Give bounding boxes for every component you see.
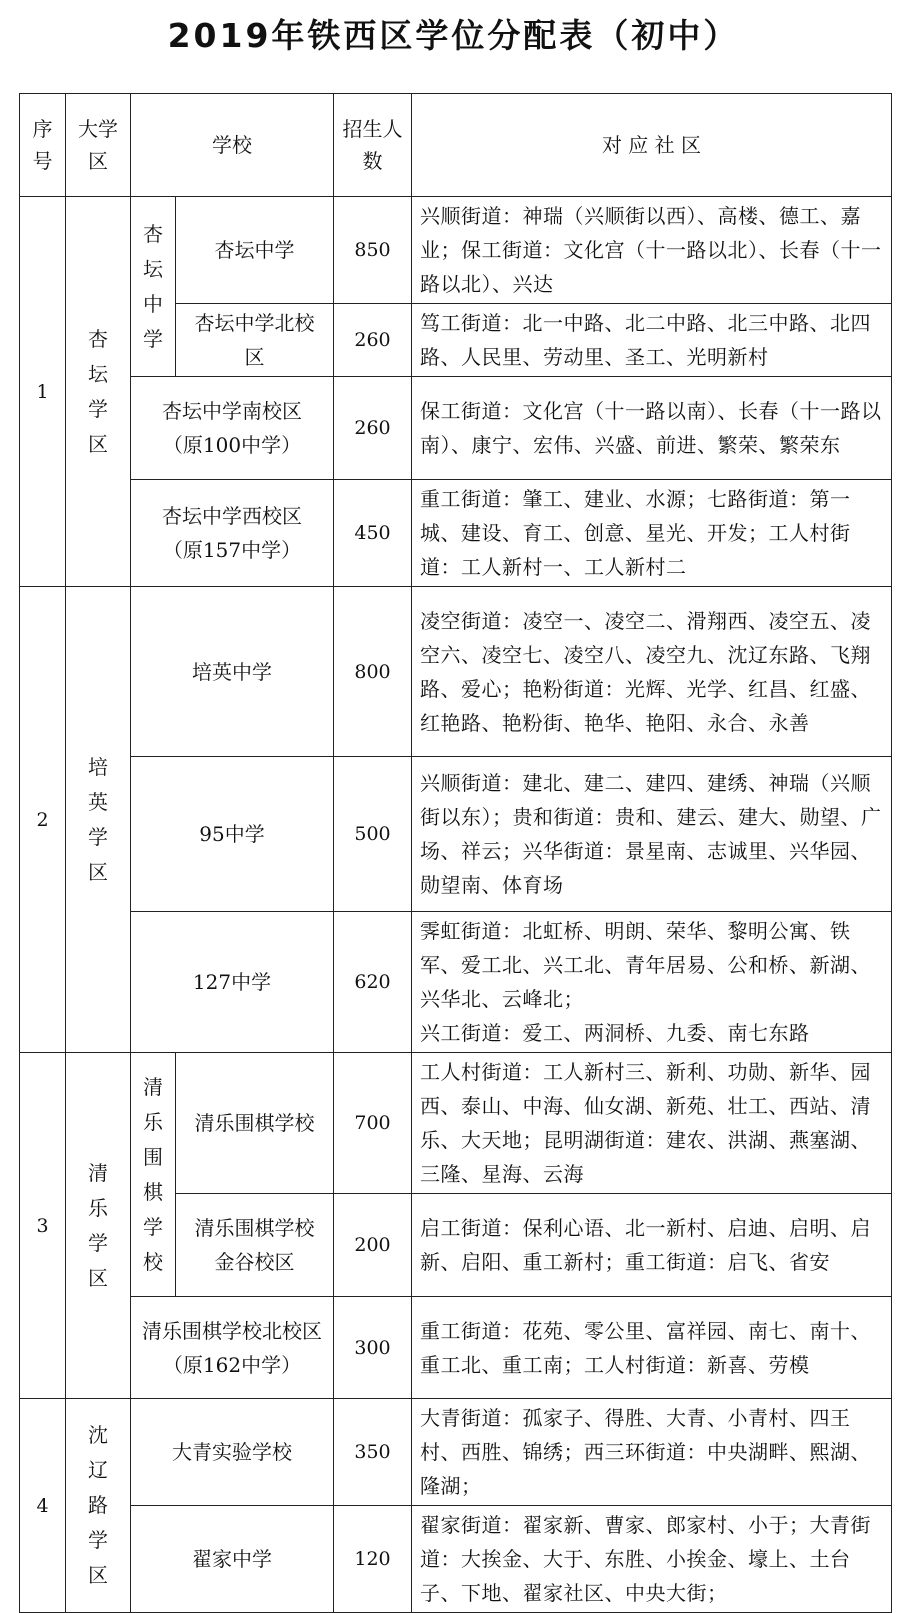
table-row xyxy=(20,197,892,304)
enroll-cell: 260 xyxy=(334,304,412,377)
school-cell: 大青实验学校 xyxy=(131,1399,334,1506)
table-row xyxy=(20,1297,892,1399)
community-cell: 重工街道：花苑、零公里、富祥园、南七、南十、重工北、重工南；工人村街道：新喜、劳模 xyxy=(412,1297,892,1399)
enroll-cell: 800 xyxy=(334,587,412,757)
school-cell: 清乐围棋学校 xyxy=(176,1053,334,1194)
school-cell: 清乐围棋学校北校区（原162中学） xyxy=(131,1297,334,1399)
table-row xyxy=(20,377,892,480)
community-cell: 重工街道：肇工、建业、水源；七路街道：第一城、建设、育工、创意、星光、开发；工人村街道：工人新村一、工人新村二 xyxy=(412,480,892,587)
table-row xyxy=(20,912,892,1053)
community-cell: 笃工街道：北一中路、北二中路、北三中路、北四路、人民里、劳动里、圣工、光明新村 xyxy=(412,304,892,377)
table-row xyxy=(20,1399,892,1506)
community-cell xyxy=(412,912,892,1053)
seq-cell: 1 xyxy=(20,197,66,587)
enroll-cell: 120 xyxy=(334,1506,412,1613)
community-cell: 兴顺街道：神瑞（兴顺街以西）、高楼、德工、嘉业；保工街道：文化宫（十一路以北）、长春（十一路以北）、兴达 xyxy=(412,197,892,304)
school-cell: 杏坛中学南校区（原100中学） xyxy=(131,377,334,480)
community-cell: 保工街道：文化宫（十一路以南）、长春（十一路以南）、康宁、宏伟、兴盛、前进、繁荣、繁荣东 xyxy=(412,377,892,480)
school-cell: 杏坛中学北校区 xyxy=(176,304,334,377)
page-title: 2019年铁西区学位分配表（初中） xyxy=(167,16,740,55)
allocation-table xyxy=(19,93,892,1613)
table-row xyxy=(20,1053,892,1194)
community-text: 兴工街道：爱工、两洞桥、九委、南七东路 xyxy=(420,1021,810,1045)
district-cell: 培英学区 xyxy=(66,587,131,1053)
seq-cell: 4 xyxy=(20,1399,66,1613)
enroll-cell: 620 xyxy=(334,912,412,1053)
school-cell: 培英中学 xyxy=(131,587,334,757)
community-cell: 启工街道：保利心语、北一新村、启迪、启明、启新、启阳、重工新村；重工街道：启飞、省安 xyxy=(412,1194,892,1297)
seq-cell: 3 xyxy=(20,1053,66,1399)
school-cell: 杏坛中学西校区（原157中学） xyxy=(131,480,334,587)
community-cell: 兴顺街道：建北、建二、建四、建绣、神瑞（兴顺街以东）；贵和街道：贵和、建云、建大、勋望、广场、祥云；兴华街道：景星南、志诚里、兴华园、勋望南、体育场 xyxy=(412,757,892,912)
table-row xyxy=(20,757,892,912)
table-row xyxy=(20,480,892,587)
school-cell: 翟家中学 xyxy=(131,1506,334,1613)
table-row xyxy=(20,1506,892,1613)
school-cell: 95中学 xyxy=(131,757,334,912)
enroll-cell: 450 xyxy=(334,480,412,587)
community-text: 霁虹街道：北虹桥、明朗、荣华、黎明公寓、铁军、爱工北、兴工北、青年居易、公和桥、新湖、兴华北、云峰北； xyxy=(420,919,871,1011)
header-seq: 序号 xyxy=(20,94,66,197)
enroll-cell: 260 xyxy=(334,377,412,480)
enroll-cell: 200 xyxy=(334,1194,412,1297)
community-cell: 翟家街道：翟家新、曹家、郎家村、小于；大青街道：大挨金、大于、东胜、小挨金、壕上、土台子、下地、翟家社区、中央大街； xyxy=(412,1506,892,1613)
seq-cell: 2 xyxy=(20,587,66,1053)
district-cell: 清乐学区 xyxy=(66,1053,131,1399)
enroll-cell: 350 xyxy=(334,1399,412,1506)
header-school: 学校 xyxy=(131,94,334,197)
district-cell: 沈辽路学区 xyxy=(66,1399,131,1613)
enroll-cell: 700 xyxy=(334,1053,412,1194)
school-cell: 清乐围棋学校金谷校区 xyxy=(176,1194,334,1297)
community-cell: 凌空街道：凌空一、凌空二、滑翔西、凌空五、凌空六、凌空七、凌空八、凌空九、沈辽东路、飞翔路、爱心；艳粉街道：光辉、光学、红昌、红盛、红艳路、艳粉街、艳华、艳阳、永合、永善 xyxy=(412,587,892,757)
table-header-row xyxy=(20,94,892,197)
table-row xyxy=(20,587,892,757)
subgroup-cell: 清乐围棋学校 xyxy=(131,1053,176,1297)
header-district: 大学区 xyxy=(66,94,131,197)
enroll-cell: 850 xyxy=(334,197,412,304)
school-cell: 127中学 xyxy=(131,912,334,1053)
header-community: 对 应 社 区 xyxy=(412,94,892,197)
community-cell: 大青街道：孤家子、得胜、大青、小青村、四王村、西胜、锦绣；西三环街道：中央湖畔、熙湖、隆湖； xyxy=(412,1399,892,1506)
subgroup-cell: 杏坛中学 xyxy=(131,197,176,377)
community-cell: 工人村街道：工人新村三、新利、功勋、新华、园西、泰山、中海、仙女湖、新苑、壮工、西站、清乐、大天地；昆明湖街道：建农、洪湖、燕塞湖、三隆、星海、云海 xyxy=(412,1053,892,1194)
header-enroll: 招生人数 xyxy=(334,94,412,197)
school-cell: 杏坛中学 xyxy=(176,197,334,304)
enroll-cell: 300 xyxy=(334,1297,412,1399)
district-cell: 杏坛学区 xyxy=(66,197,131,587)
enroll-cell: 500 xyxy=(334,757,412,912)
